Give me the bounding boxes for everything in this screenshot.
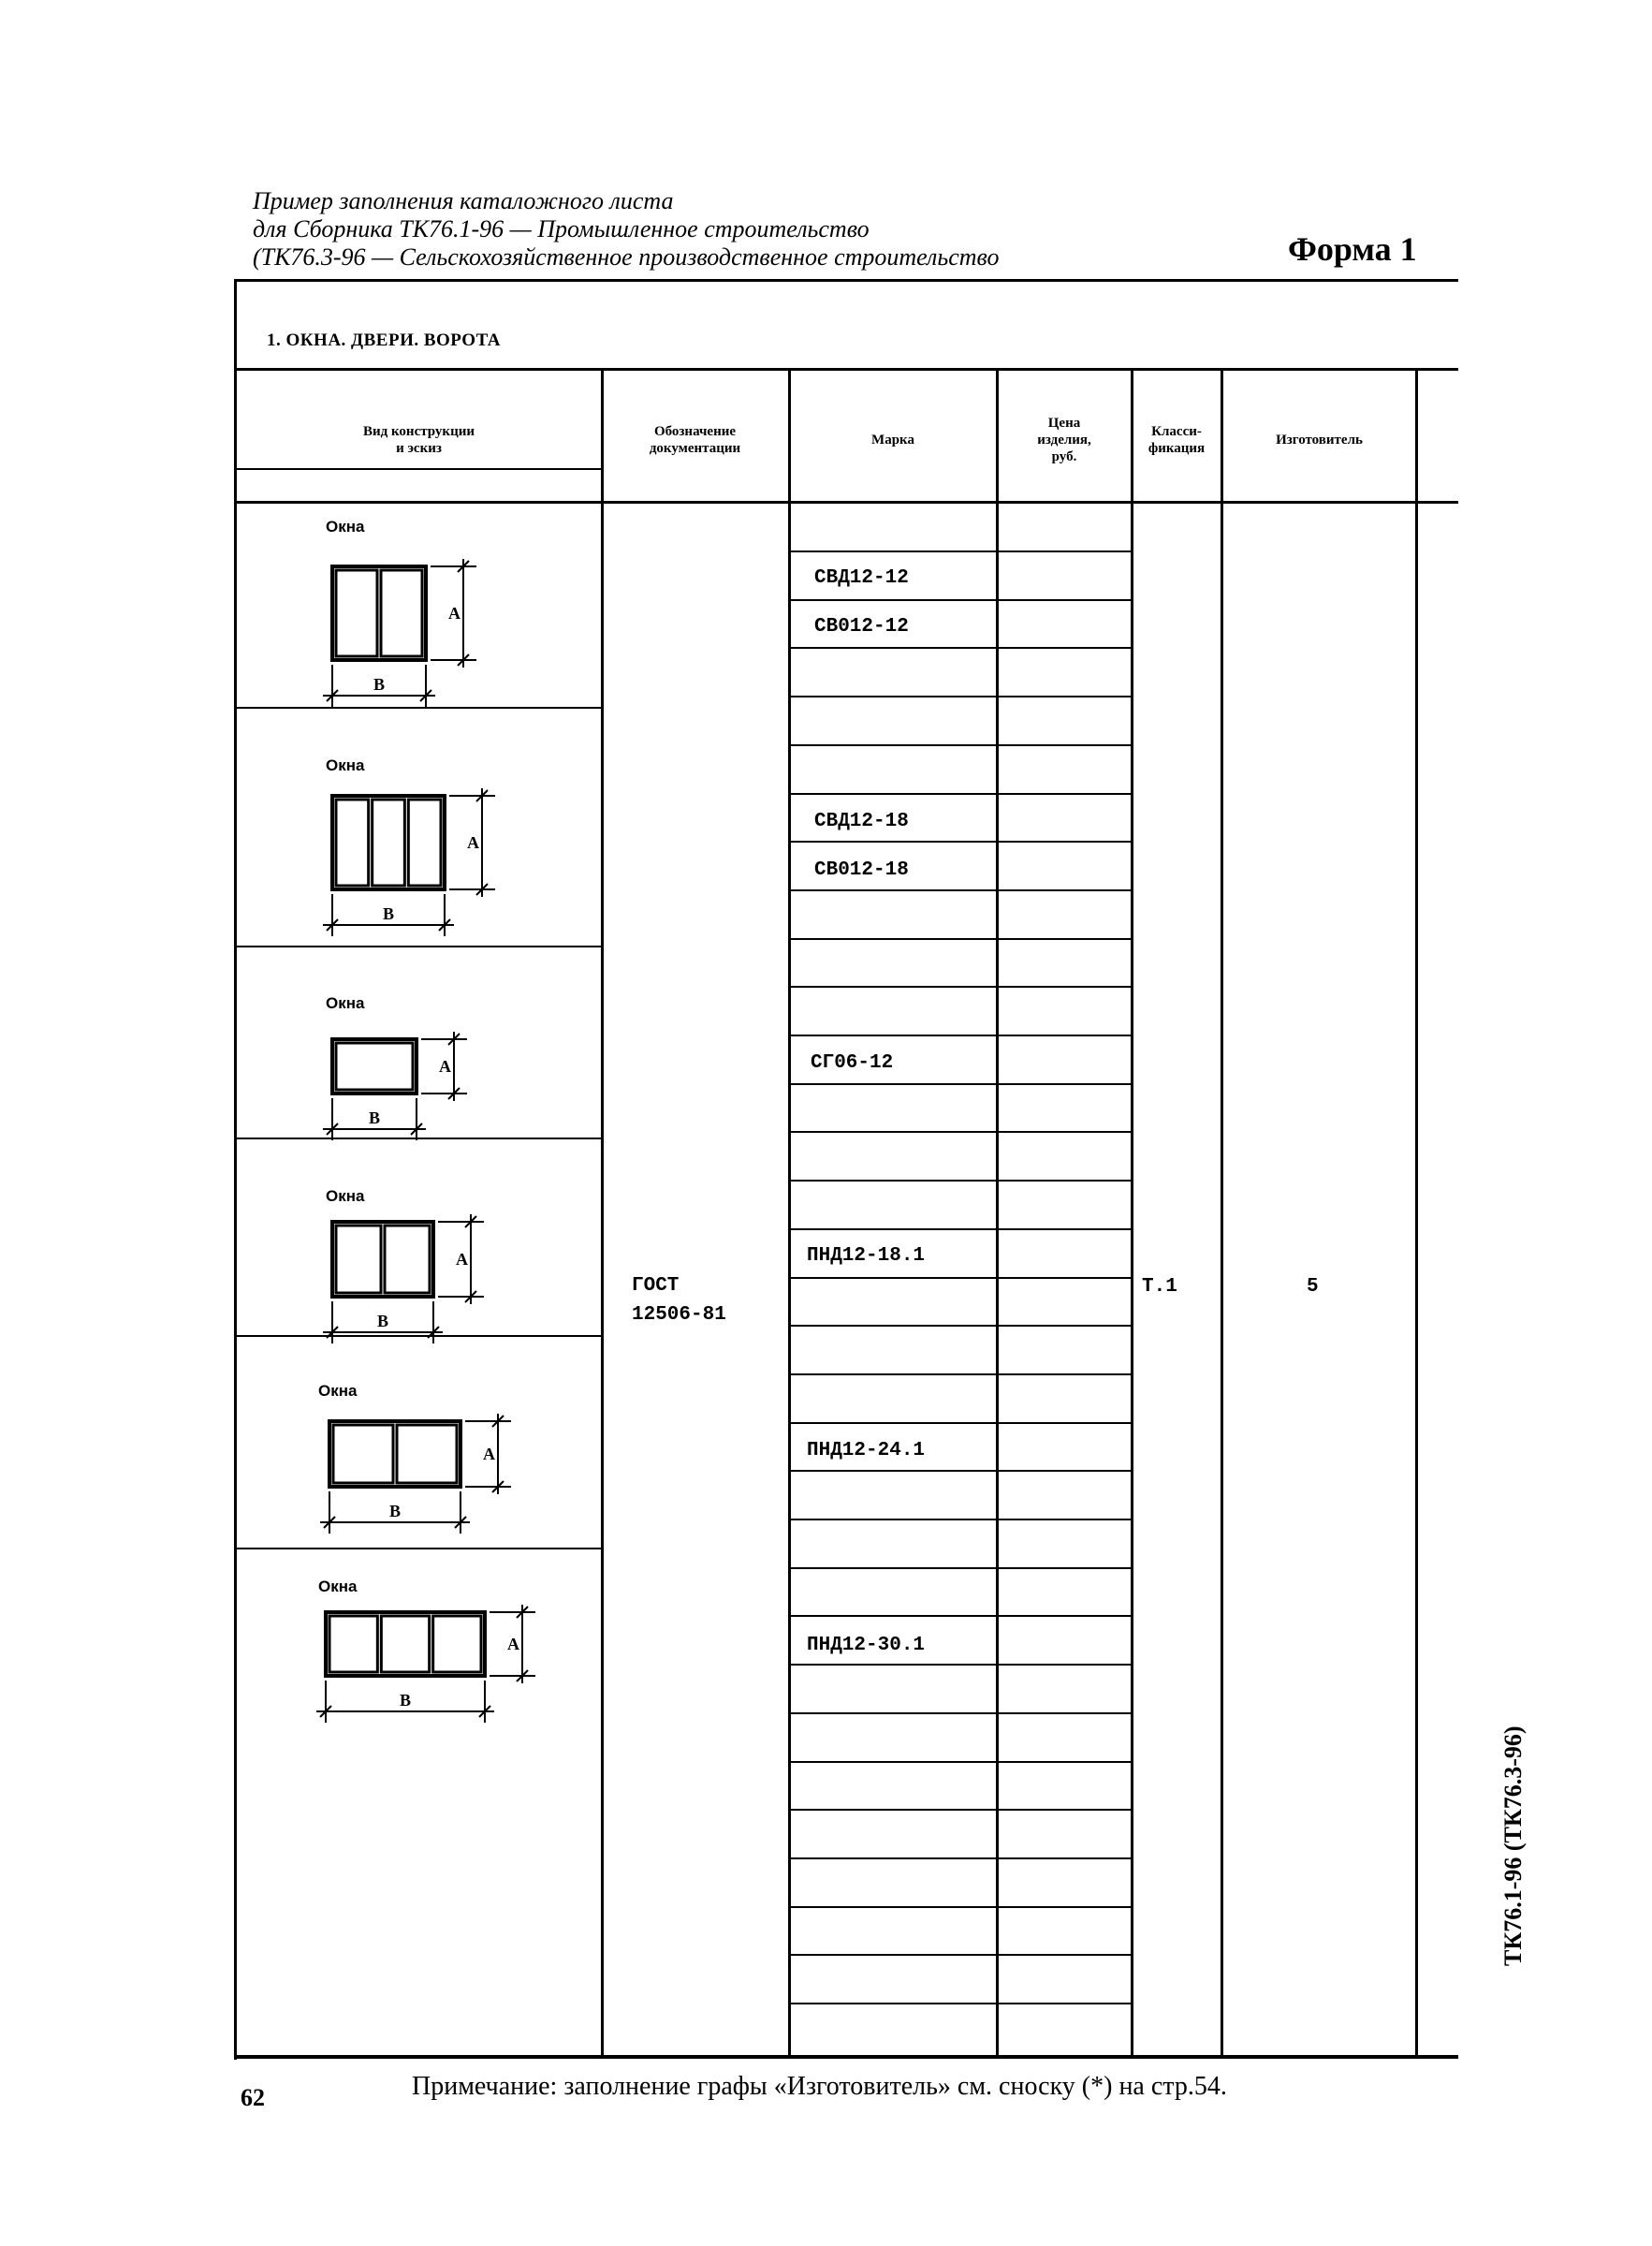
sketch-label: Окна xyxy=(326,756,365,774)
side-document-code: ТК76.1-96 (ТК76.3-96) xyxy=(1499,1725,1527,1966)
mark-row-line xyxy=(788,1325,1133,1327)
mark-cell: ПНД12-30.1 xyxy=(807,1635,926,1656)
svg-text:А: А xyxy=(439,1057,451,1076)
frame-bottom xyxy=(234,2055,1458,2059)
col-line-5 xyxy=(1221,368,1223,2058)
svg-text:А: А xyxy=(507,1635,519,1653)
mark-row-line xyxy=(788,1180,1133,1182)
mark-row-line xyxy=(788,1615,1133,1617)
mark-cell: СВ012-18 xyxy=(814,859,909,881)
col-line-6 xyxy=(1415,368,1418,2058)
svg-text:В: В xyxy=(389,1502,402,1520)
mark-row-line xyxy=(788,1519,1133,1520)
header-line-1: Пример заполнения каталожного листа xyxy=(253,187,674,214)
mark-row-line xyxy=(788,1712,1133,1714)
mark-row-line xyxy=(788,1131,1133,1133)
mark-cell: СГ06-12 xyxy=(811,1052,894,1074)
window-sketch-icon xyxy=(321,557,490,716)
window-sketch-icon xyxy=(321,1030,480,1150)
mark-cell: СВД12-18 xyxy=(814,811,909,832)
mark-row-line xyxy=(788,2003,1133,2004)
mark-row-line xyxy=(788,1422,1133,1424)
catalog-table xyxy=(234,279,1458,2060)
svg-text:А: А xyxy=(456,1250,468,1269)
frame-left xyxy=(234,279,237,2060)
sketch-row-line xyxy=(234,946,603,947)
mark-row-line xyxy=(788,1035,1133,1036)
mark-row-line xyxy=(788,1277,1133,1279)
header-divider xyxy=(234,501,1458,504)
manufacturer-value: 5 xyxy=(1307,1276,1319,1298)
svg-text:А: А xyxy=(467,833,479,852)
mark-row-line xyxy=(788,1664,1133,1666)
svg-text:В: В xyxy=(377,1312,389,1330)
mark-cell: ПНД12-18.1 xyxy=(807,1245,926,1267)
header-line-3: (ТК76.3-96 — Сельскохозяйственное производственное строительство xyxy=(253,243,1000,271)
mark-cell: СВД12-12 xyxy=(814,567,909,589)
footnote: Примечание: заполнение графы «Изготовитель» см. сноску (*) на стр.54. xyxy=(412,2072,1227,2101)
mark-row-line xyxy=(788,1228,1133,1230)
page-number: 62 xyxy=(241,2084,265,2111)
mark-row-line xyxy=(788,1470,1133,1472)
sketch-label: Окна xyxy=(318,1578,358,1595)
mark-cell: ПНД12-24.1 xyxy=(807,1440,926,1461)
svg-text:В: В xyxy=(383,904,395,923)
col-line-1 xyxy=(601,368,604,2058)
sketch-label: Окна xyxy=(326,994,365,1012)
sketch-label: Окна xyxy=(326,518,365,536)
mark-row-line xyxy=(788,1857,1133,1859)
mark-row-line xyxy=(788,889,1133,891)
mark-row-line xyxy=(788,793,1133,795)
col-header-manufacturer: Изготовитель xyxy=(1276,433,1363,448)
mark-row-line xyxy=(788,647,1133,649)
mark-row-line xyxy=(788,744,1133,746)
sketch-row-line xyxy=(234,468,603,470)
mark-row-line xyxy=(788,1373,1133,1375)
col-line-4 xyxy=(1131,368,1133,2058)
section-divider xyxy=(234,368,1458,371)
frame-top xyxy=(234,279,1458,282)
col-header-classification: Класси- фикация xyxy=(1148,424,1206,456)
mark-cell: СВ012-12 xyxy=(814,616,909,638)
col-line-3 xyxy=(996,368,999,2058)
window-sketch-icon xyxy=(321,1212,497,1353)
window-sketch-icon xyxy=(321,786,508,946)
form-label: Форма 1 xyxy=(1288,230,1417,268)
mark-row-line xyxy=(788,1567,1133,1569)
col-line-2 xyxy=(788,368,791,2058)
svg-text:А: А xyxy=(483,1445,495,1463)
documentation-number: 12506-81 xyxy=(632,1304,726,1326)
svg-text:В: В xyxy=(400,1691,412,1710)
mark-row-line xyxy=(788,1954,1133,1956)
mark-row-line xyxy=(788,599,1133,601)
col-header-construction: Вид конструкции и эскиз xyxy=(363,424,475,456)
svg-text:А: А xyxy=(448,604,461,623)
sketch-row-line xyxy=(234,1548,603,1549)
sketch-label: Окна xyxy=(318,1382,358,1400)
mark-row-line xyxy=(788,550,1133,552)
mark-row-line xyxy=(788,1906,1133,1908)
sketch-label: Окна xyxy=(326,1187,365,1205)
svg-text:В: В xyxy=(373,675,386,694)
svg-text:В: В xyxy=(369,1108,381,1127)
window-sketch-icon xyxy=(314,1603,548,1732)
section-title: 1. ОКНА. ДВЕРИ. ВОРОТА xyxy=(267,330,502,350)
classification-value: Т.1 xyxy=(1142,1276,1177,1298)
mark-row-line xyxy=(788,1083,1133,1085)
documentation-standard: ГОСТ xyxy=(632,1275,680,1297)
mark-row-line xyxy=(788,938,1133,940)
mark-row-line xyxy=(788,696,1133,697)
mark-row-line xyxy=(788,841,1133,843)
col-header-price: Цена изделия, руб. xyxy=(1037,416,1091,464)
mark-row-line xyxy=(788,1761,1133,1763)
mark-row-line xyxy=(788,1809,1133,1811)
col-header-mark: Марка xyxy=(871,433,914,448)
window-sketch-icon xyxy=(318,1412,524,1543)
mark-row-line xyxy=(788,986,1133,988)
header-line-2: для Сборника ТК76.1-96 — Промышленное строительство xyxy=(253,215,870,242)
col-header-documentation: Обозначение документации xyxy=(649,424,741,456)
